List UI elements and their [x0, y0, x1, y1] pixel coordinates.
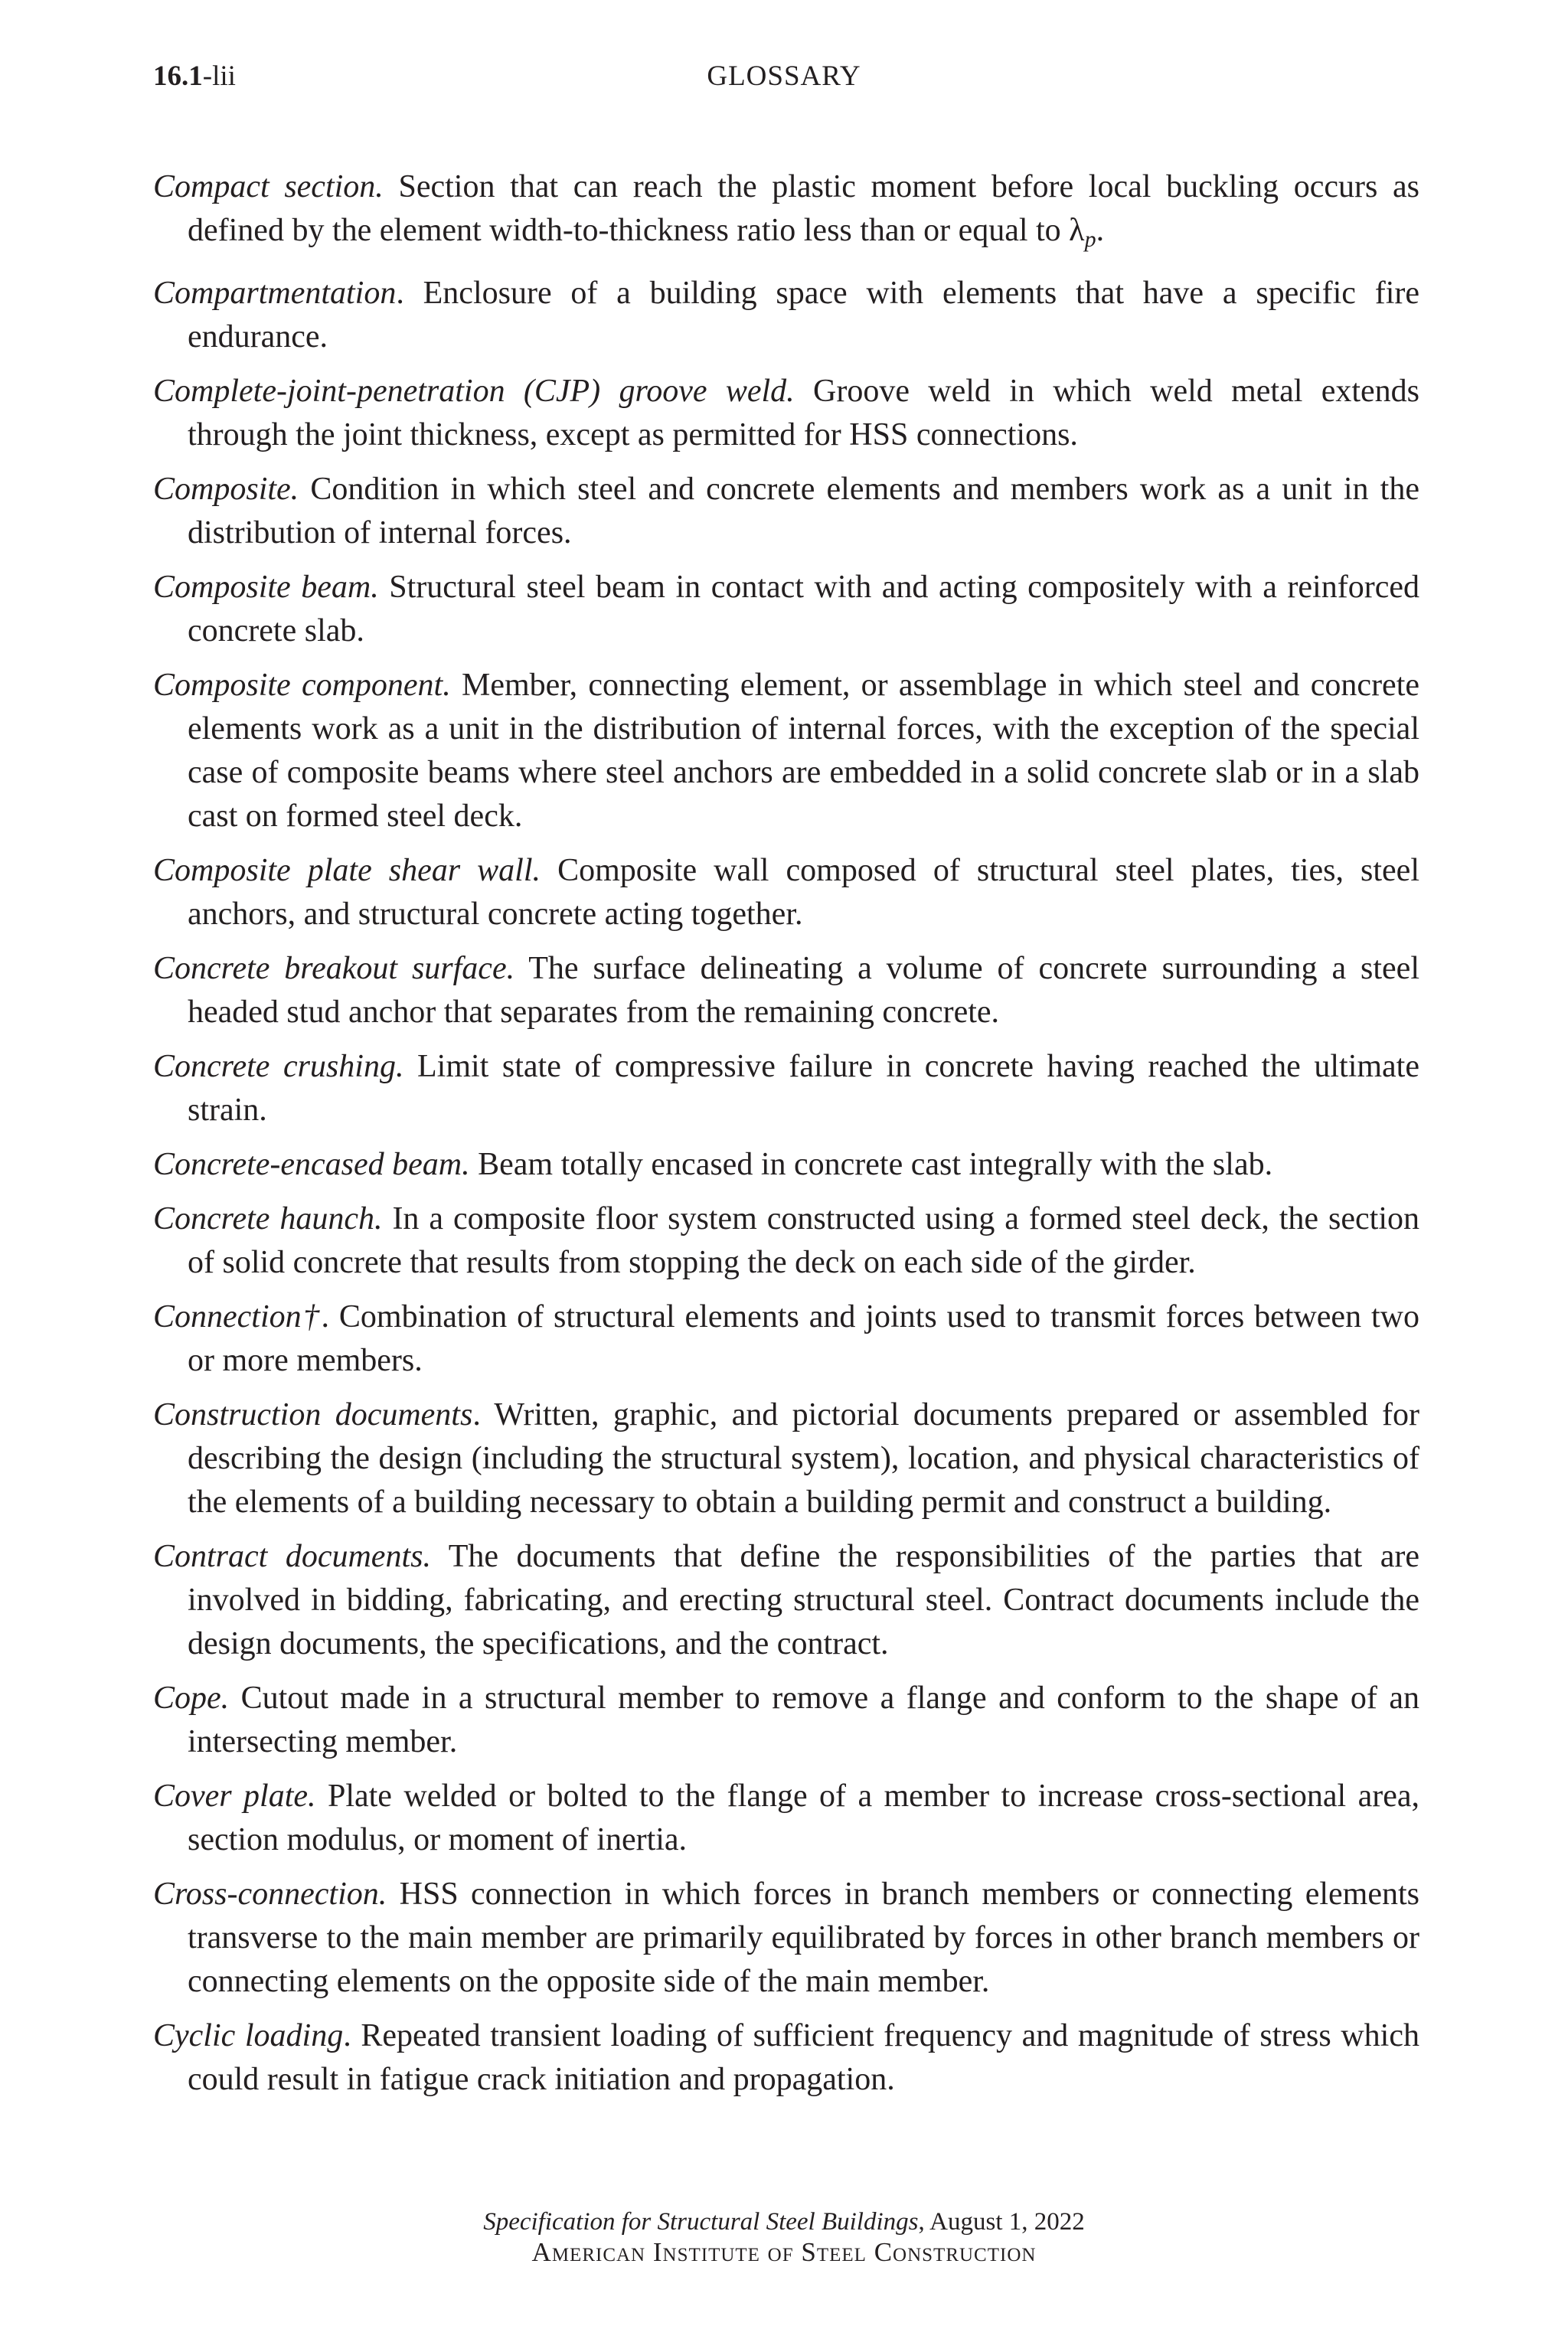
- glossary-term: Concrete breakout surface.: [153, 951, 515, 986]
- glossary-term: Connection†: [153, 1299, 322, 1334]
- glossary-definition: Condition in which steel and concrete elements and members work as a unit in the distribution of internal forces.: [188, 472, 1419, 550]
- glossary-definition: HSS connection in which forces in branch members or connecting elements transverse to the main member are primarily equilibrated by forces in other branch members or connecting elements on the opposite side of the main member.: [188, 1877, 1419, 1999]
- footer-spec-title: Specification for Structural Steel Buildings: [483, 2208, 919, 2236]
- glossary-term: Compact section.: [153, 169, 384, 204]
- glossary-term: Contract documents.: [153, 1539, 431, 1574]
- glossary-definition: . Repeated transient loading of sufficient frequency and magnitude of stress which could result in fatigue crack initiation and propagation.: [188, 2018, 1419, 2097]
- glossary-entry-cover-plate: [153, 1775, 1419, 1862]
- glossary-term: Composite beam.: [153, 570, 379, 605]
- glossary-definition: . Combination of structural elements and joints used to transmit forces between two or more members.: [188, 1299, 1419, 1378]
- glossary-definition: Member, connecting element, or assemblage in which steel and concrete elements work as a unit in the distribution of internal forces, with the exception of the special case of composite beams where steel anchors are embedded in a solid concrete slab or in a slab cast on formed steel deck.: [188, 668, 1420, 834]
- glossary-definition-end: .: [1096, 213, 1105, 248]
- glossary-entry-composite-beam: [153, 566, 1419, 653]
- glossary-term: Composite.: [153, 472, 299, 507]
- glossary-definition: Cutout made in a structural member to remove a flange and conform to the shape of an intersecting member.: [188, 1681, 1419, 1759]
- glossary-term: Composite plate shear wall.: [153, 853, 541, 888]
- glossary-term: Construction documents: [153, 1397, 473, 1432]
- section-title: GLOSSARY: [707, 60, 861, 92]
- glossary-term: Cross-connection.: [153, 1877, 387, 1912]
- glossary-entry-compact-section: [153, 165, 1419, 261]
- glossary-definition: The surface delineating a volume of concrete surrounding a steel headed stud anchor that separates from the remaining concrete.: [188, 951, 1419, 1030]
- glossary-entry-cjp-groove-weld: [153, 370, 1419, 457]
- glossary-definition: Plate welded or bolted to the flange of a member to increase cross-sectional area, section modulus, or moment of inertia.: [188, 1779, 1420, 1857]
- glossary-definition: Structural steel beam in contact with and acting compositely with a reinforced concrete slab.: [188, 570, 1419, 648]
- glossary-entry-concrete-haunch: [153, 1197, 1419, 1285]
- lambda-subscript: p: [1084, 227, 1096, 252]
- glossary-definition: Limit state of compressive failure in concrete having reached the ultimate strain.: [188, 1049, 1419, 1128]
- glossary-entry-cope: [153, 1677, 1419, 1764]
- glossary-entry-construction-documents: [153, 1393, 1419, 1524]
- glossary-definition: Beam totally encased in concrete cast integrally with the slab.: [469, 1147, 1273, 1182]
- glossary-entry-composite: [153, 468, 1419, 555]
- glossary-definition: . Written, graphic, and pictorial documents prepared or assembled for describing the design (including the structural system), location, and physical characteristics of the elements of a building necessary to obtain a building permit and construct a building.: [188, 1397, 1420, 1520]
- glossary-entry-composite-plate-shear-wall: [153, 849, 1419, 936]
- glossary-entry-concrete-encased-beam: [153, 1143, 1419, 1187]
- glossary-entry-concrete-breakout-surface: [153, 947, 1419, 1034]
- glossary-entry-cyclic-loading: [153, 2014, 1419, 2102]
- page-footer: [0, 2207, 1568, 2268]
- page-number-suffix: -lii: [202, 60, 236, 92]
- glossary-entry-contract-documents: [153, 1535, 1419, 1666]
- glossary-entry-compartmentation: [153, 272, 1419, 359]
- glossary-term: Concrete haunch.: [153, 1201, 383, 1236]
- glossary-entry-connection: [153, 1295, 1419, 1383]
- glossary-term: Cyclic loading: [153, 2018, 344, 2053]
- running-head: [153, 58, 1415, 95]
- glossary-term: Composite component.: [153, 668, 451, 703]
- glossary-entry-concrete-crushing: [153, 1045, 1419, 1132]
- glossary-term: Cope.: [153, 1681, 230, 1716]
- glossary-term: Compartmentation: [153, 276, 397, 311]
- glossary-definition: Section that can reach the plastic moment before local buckling occurs as defined by the element width-to-thickness ratio less than or equal to λ: [188, 169, 1419, 248]
- footer-organization: American Institute of Steel Construction: [531, 2237, 1037, 2267]
- page-number-chapter: 16.1: [153, 60, 203, 92]
- glossary-term: Concrete crushing.: [153, 1049, 404, 1084]
- glossary-term: Cover plate.: [153, 1779, 316, 1814]
- footer-spec-date: , August 1, 2022: [918, 2208, 1085, 2236]
- glossary-list: [153, 165, 1419, 2112]
- glossary-entry-composite-component: [153, 664, 1419, 838]
- glossary-entry-cross-connection: [153, 1873, 1419, 2004]
- footer-citation: [0, 2207, 1568, 2237]
- glossary-definition: The documents that define the responsibilities of the parties that are involved in bidding, fabricating, and erecting structural steel. Contract documents include the design documents, the specifications, and the contract.: [188, 1539, 1419, 1661]
- glossary-term: Concrete-encased beam.: [153, 1147, 470, 1182]
- glossary-definition: In a composite floor system constructed using a formed steel deck, the section of solid concrete that results from stopping the deck on each side of the girder.: [188, 1201, 1419, 1280]
- glossary-definition: . Enclosure of a building space with elements that have a specific fire endurance.: [188, 276, 1419, 354]
- glossary-definition: Composite wall composed of structural steel plates, ties, steel anchors, and structural concrete acting together.: [188, 853, 1419, 932]
- glossary-term: Complete-joint-penetration (CJP) groove weld.: [153, 374, 795, 409]
- glossary-definition: Groove weld in which weld metal extends through the joint thickness, except as permitted for HSS connections.: [188, 374, 1419, 452]
